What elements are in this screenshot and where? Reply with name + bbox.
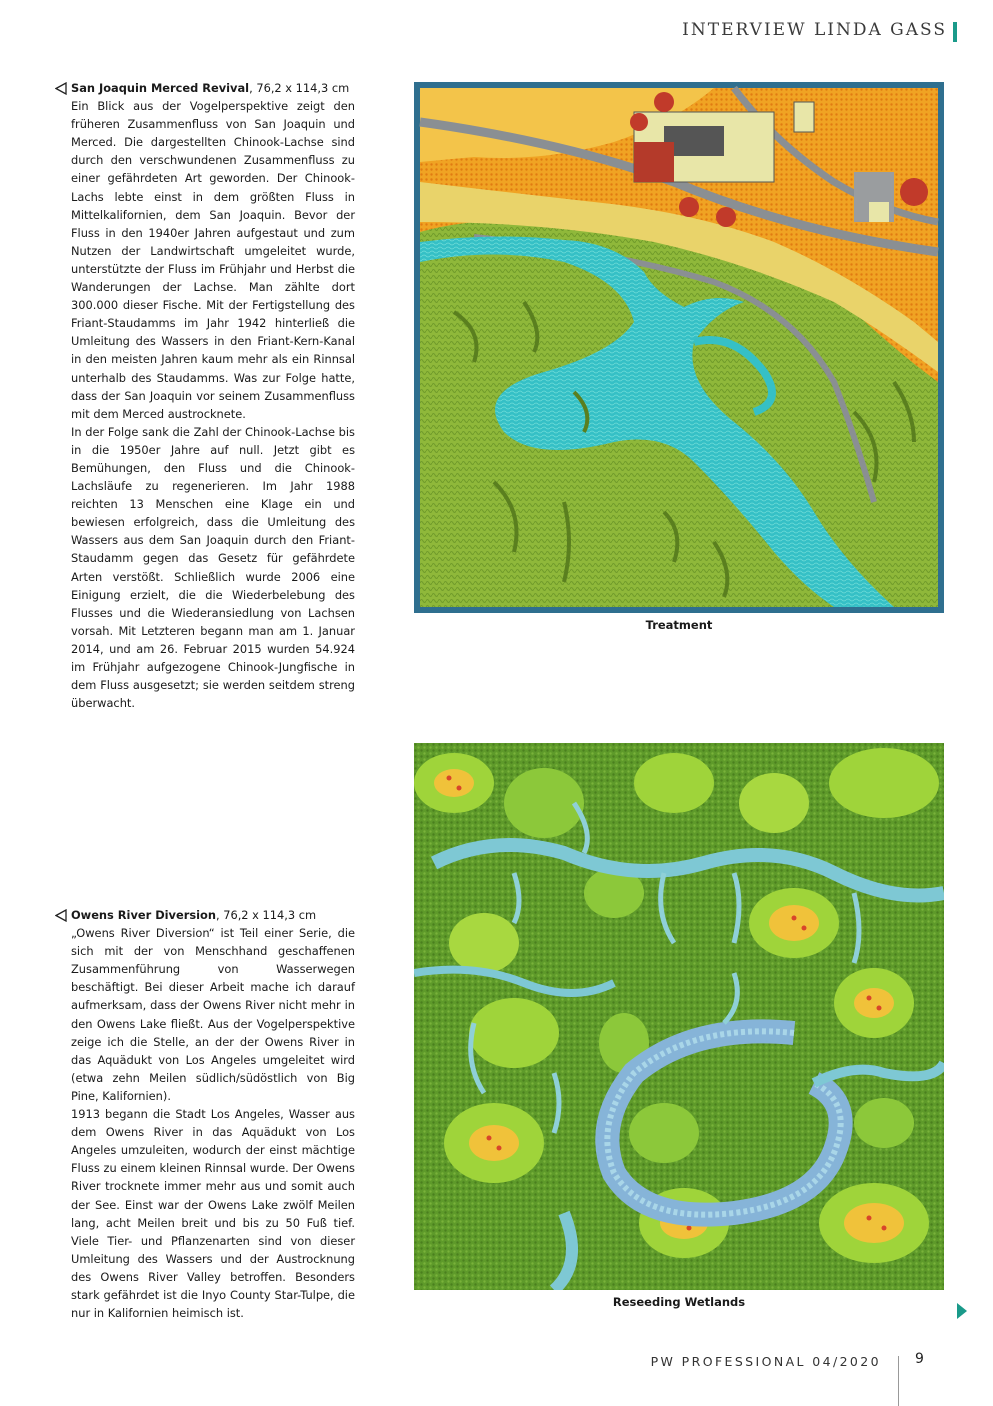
- header-accent-bar: [953, 22, 957, 42]
- footer-magazine: PW PROFESSIONAL 04/2020: [650, 1354, 881, 1369]
- artwork-reseeding-wetlands-image: [414, 743, 944, 1290]
- footer-divider: [898, 1356, 899, 1406]
- article-paragraph: „Owens River Diversion“ ist Teil einer Serie, die sich mit der von Menschhand geschaffenen Zusammenführung von Wasserwegen beschäftigt. Bei dieser Arbeit mache ich darauf aufmerksam, dass der Owens River nicht mehr in den Owens Lake fließt. Aus der Vogelperspektive zeige ich die Stelle, an der der Owens River in das Aquädukt von Los Angeles umgeleitet wird (etwa zehn Meilen südlich/südöstlich von Big Pine, Kalifornien).: [71, 926, 355, 1103]
- article-dimensions: , 76,2 x 114,3 cm: [215, 908, 317, 922]
- header-title: INTERVIEW LINDA GASS: [682, 20, 947, 40]
- triangle-right-solid-icon: [956, 1302, 968, 1324]
- article-title: Owens River Diversion: [71, 908, 216, 922]
- article-paragraph: Ein Blick aus der Vogelperspektive zeigt den früheren Zusammenfluss von San Joaquin und Merced. Die dargestellten Chinook-Lachse sind durch den verschwundenen Zusammenfluss zu einer gefährdeten Art geworden. Der Chinook-Lachs lebte einst in dem größten Fluss in Mittelkalifornien, dem San Joaquin. Bevor der Fluss in den 1940er Jahren aufgestaut und zum Nutzen der Landwirtschaft umgeleitet wurde, unterstützte der Fluss im Frühjahr und Herbst die Wanderungen der Lachse. Man zählte dort 300.000 dieser Fische. Mit der Fertigstellung des Friant-Staudamms im Jahr 1942 hinterließ die Umleitung des Wassers in den Friant-Kern-Kanal in den meisten Jahren kaum mehr als ein Rinnsal unterhalb des Staudamms. Was zur Folge hatte, dass der San Joaquin vor seinem Zusammenfluss mit dem Merced austrocknete.: [71, 99, 355, 421]
- article-heading: [71, 906, 355, 924]
- article-paragraph: In der Folge sank die Zahl der Chinook-Lachse bis in die 1950er Jahre auf null. Jetzt gibt es Bemühungen, den Fluss und die Chinook-Lachsläufe zu regenerieren. Im Jahr 1988 reichten 13 Menschen eine Klage ein und bewiesen erfolgreich, dass die Umleitung des Wassers aus dem San Joaquin durch den Friant-Staudamm gegen das Gesetz für gefährdete Arten verstößt. Schließlich wurde 2006 eine Einigung erzielt, die die Wiederbelebung des Flusses und die Wiederansiedlung von Lachsen vorsah. Mit Letzteren begann man am 1. Januar 2014, und am 26. Februar 2015 wurden 54.924 im Frühjahr aufgezogene Chinook-Jungfische in dem Fluss ausgesetzt; sie werden seitdem streng überwacht.: [71, 424, 355, 711]
- article-san-joaquin: [71, 79, 355, 712]
- artwork-treatment-image: [414, 82, 944, 613]
- article-dimensions: , 76,2 x 114,3 cm: [249, 81, 350, 95]
- artwork-caption: Treatment: [645, 618, 713, 632]
- article-heading: [71, 79, 355, 97]
- artwork-caption: Reseeding Wetlands: [612, 1295, 746, 1309]
- article-paragraph: 1913 begann die Stadt Los Angeles, Wasser aus dem Owens River in das Aquädukt von Los Angeles umzuleiten, wodurch der einst mächtige Fluss zu einem kleinen Rinnsal wurde. Der Owens River trocknete immer mehr aus und somit auch der See. Einst war der Owens Lake zwölf Meilen lang, acht Meilen breit und bis zu 50 Fuß tief. Viele Tier- und Pflanzenarten sind von dieser Umleitung des Wassers und der Austrocknung des Owens River Valley betroffen. Besonders stark gefährdet ist die Inyo County Star-Tulpe, die nur in Kalifornien heimisch ist.: [71, 1107, 355, 1321]
- article-owens-river: [71, 906, 355, 1322]
- article-title: San Joaquin Merced Revival: [71, 81, 250, 95]
- page-number: 9: [915, 1351, 924, 1367]
